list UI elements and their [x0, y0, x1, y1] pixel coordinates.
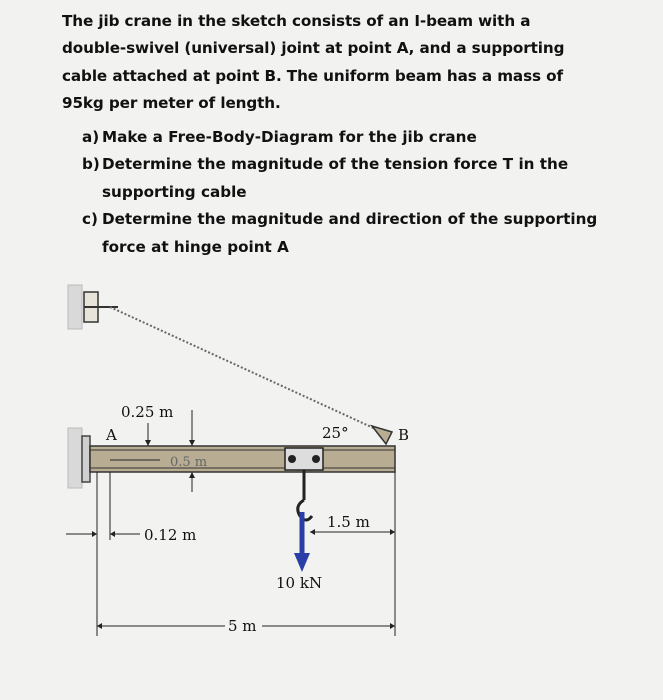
- label-5: 5 m: [228, 617, 257, 635]
- question-label: a): [82, 128, 100, 146]
- question-text: Determine the magnitude of the tension force T in the: [102, 155, 569, 174]
- trolley: [285, 448, 323, 520]
- lower-wall: [68, 428, 90, 488]
- dim-012: [66, 472, 140, 636]
- statement-line: The jib crane in the sketch consists of an I-beam with a: [62, 12, 531, 30]
- label-012: 0.12 m: [144, 526, 197, 544]
- dim-15: [310, 472, 395, 636]
- label-15: 1.5 m: [327, 513, 370, 531]
- statement-line: 95kg per meter of length.: [62, 94, 281, 113]
- label-025: 0.25 m: [121, 403, 174, 421]
- question-label: c): [82, 210, 98, 229]
- statement-line: double-swivel (universal) joint at point A, and a supporting: [62, 39, 565, 58]
- i-beam: [90, 446, 395, 472]
- label-b: B: [398, 426, 410, 444]
- label-angle: 25°: [322, 424, 349, 442]
- label-load: 10 kN: [276, 574, 323, 592]
- label-05: 0.5 m: [170, 455, 208, 470]
- statement-line: cable attached at point B. The uniform beam has a mass of: [62, 66, 563, 85]
- question-text: Make a Free-Body-Diagram for the jib crane: [102, 128, 477, 146]
- question-text: Determine the magnitude and direction of the supporting: [102, 210, 598, 229]
- question-text: force at hinge point A: [102, 237, 289, 256]
- question-text: supporting cable: [102, 182, 247, 201]
- label-a: A: [106, 426, 117, 444]
- b-bracket: [372, 426, 392, 444]
- question-label: b): [82, 155, 100, 174]
